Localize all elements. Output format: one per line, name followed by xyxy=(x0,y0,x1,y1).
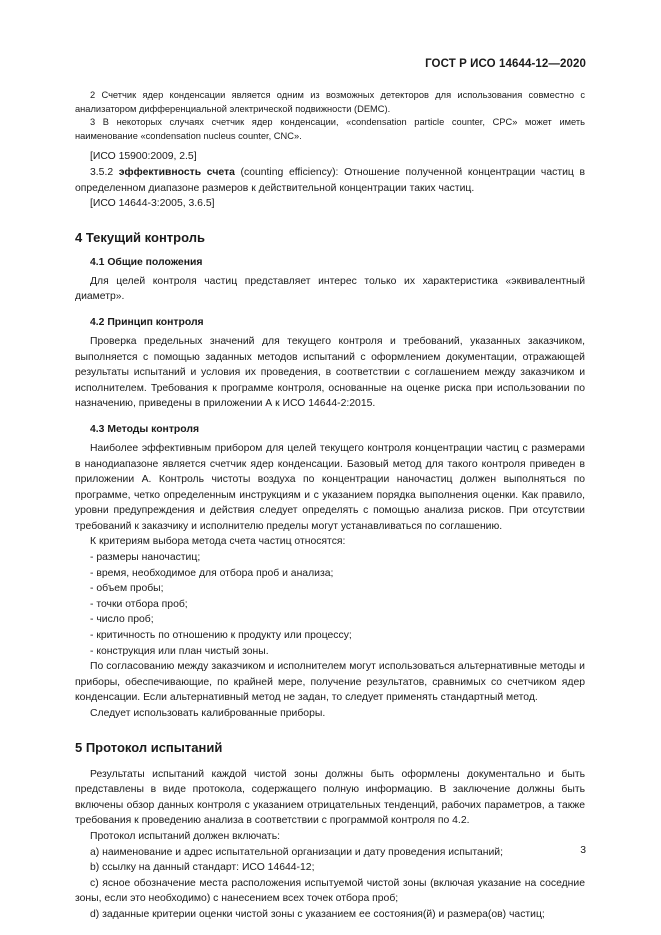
protocol-include-intro: Протокол испытаний должен включать: xyxy=(90,830,280,842)
protocol-item: d) заданные критерии оценки чистой зоны с указанием ее состояния(й) и размера(ов) частиц; xyxy=(90,908,545,920)
protocol-item: c) ясное обозначение места расположения испытуемой чистой зоны (включая указание на соседние зоны, если это необходимо) с нанесением всех точек отбора проб; xyxy=(75,877,585,905)
term-definition: (counting efficiency): Отношение полученной концентрации частиц в определенном диапазоне размеров к действительной концентрации таких частиц. xyxy=(75,166,586,194)
section-4-3-title: 4.3 Методы контроля xyxy=(90,423,200,435)
criteria-item: - критичность по отношению к продукту или процессу; xyxy=(90,630,352,642)
criteria-intro: К критериям выбора метода счета частиц относятся: xyxy=(90,536,346,548)
section-4-1-text: Для целей контроля частиц представляет интерес только их характеристика «эквивалентный диаметр». xyxy=(75,275,585,303)
term-name: эффективность счета xyxy=(118,166,235,178)
criteria-item: - точки отбора проб; xyxy=(90,598,188,610)
criteria-item: - конструкция или план чистый зоны. xyxy=(90,645,269,657)
criteria-item: - число проб; xyxy=(90,614,154,626)
term-3-5-2 xyxy=(75,165,585,196)
section-5-title: 5 Протокол испытаний xyxy=(75,739,223,755)
term-number: 3.5.2 xyxy=(90,166,119,178)
page-number: 3 xyxy=(580,845,586,856)
protocol-item: b) ссылку на данный стандарт: ИСО 14644-12; xyxy=(90,862,315,874)
section-5-intro: Результаты испытаний каждой чистой зоны должны быть оформлены документально и быть представлены в виде протокола, содержащего полную информацию. В заключение должны быть включены обзор данных контроля с указанием отрицательных тенденций, рабочих параметров, а также требования к проведению анализа в соответствии с программой контроля по 4.2. xyxy=(75,768,585,827)
alternative-methods-text: По согласованию между заказчиком и исполнителем могут использоваться альтернативные методы и приборы, обеспечивающие, по крайней мере, получение результатов, сравнимых со счетчиком ядер конденсации. Если альтернативный метод не задан, то следует применять стандартный метод. xyxy=(75,661,585,704)
criteria-item: - объем пробы; xyxy=(90,583,164,595)
section-4-2-title: 4.2 Принцип контроля xyxy=(90,316,204,328)
reference-iso-14644-3: [ИСО 14644-3:2005, 3.6.5] xyxy=(90,198,215,210)
document-body xyxy=(75,89,585,923)
note-2: 2 Счетчик ядер конденсации является одним из возможных детекторов для использования совместно с анализатором дифференциальной электрической подвижности (DEMC). xyxy=(75,90,585,114)
note-3: 3 В некоторых случаях счетчик ядер конденсации, «condensation particle counter, CPC» может иметь наименование «condensation nucleus counter, CNC». xyxy=(75,117,585,141)
section-4-2-text: Проверка предельных значений для текущего контроля и требований, указанных заказчиком, выполняется с помощью заданных методов испытаний с оформлением документации, отражающей результаты испытаний и условия их проведения, в соответствии с соглашением между заказчиком и исполнителем. Требования к программе контроля, основанные на оценке риска при использовании по назначению, приведены в приложении А к ИСО 14644-2:2015. xyxy=(75,335,585,410)
criteria-item: - размеры наночастиц; xyxy=(90,552,201,564)
protocol-item: а) наименование и адрес испытательной организации и дату проведения испытаний; xyxy=(90,846,503,858)
section-4-title: 4 Текущий контроль xyxy=(75,229,205,245)
reference-iso-15900: [ИСО 15900:2009, 2.5] xyxy=(90,151,197,163)
section-4-3-text: Наиболее эффективным прибором для целей текущего контроля концентрации частиц с размерами в нанодиапазоне является счетчик ядер конденсации. Базовый метод для такого контроля приведен в приложении А. Контроль чистоты воздуха по концентрации наночастиц должен выполняться по программе, четко определенным инструкциям и с указанием порядка выполнения оценки. Как правило, уровни предупреждения и действия следует определять с помощью анализа рисков. При отсутствии требований к заказчику и исполнителю пределы могут устанавливаться по соглашению. xyxy=(75,442,585,532)
section-4-1-title: 4.1 Общие положения xyxy=(90,256,203,268)
calibration-text: Следует использовать калиброванные приборы. xyxy=(90,708,326,719)
standard-code-header: ГОСТ Р ИСО 14644-12—2020 xyxy=(425,58,586,70)
criteria-item: - время, необходимое для отбора проб и анализа; xyxy=(90,567,334,579)
